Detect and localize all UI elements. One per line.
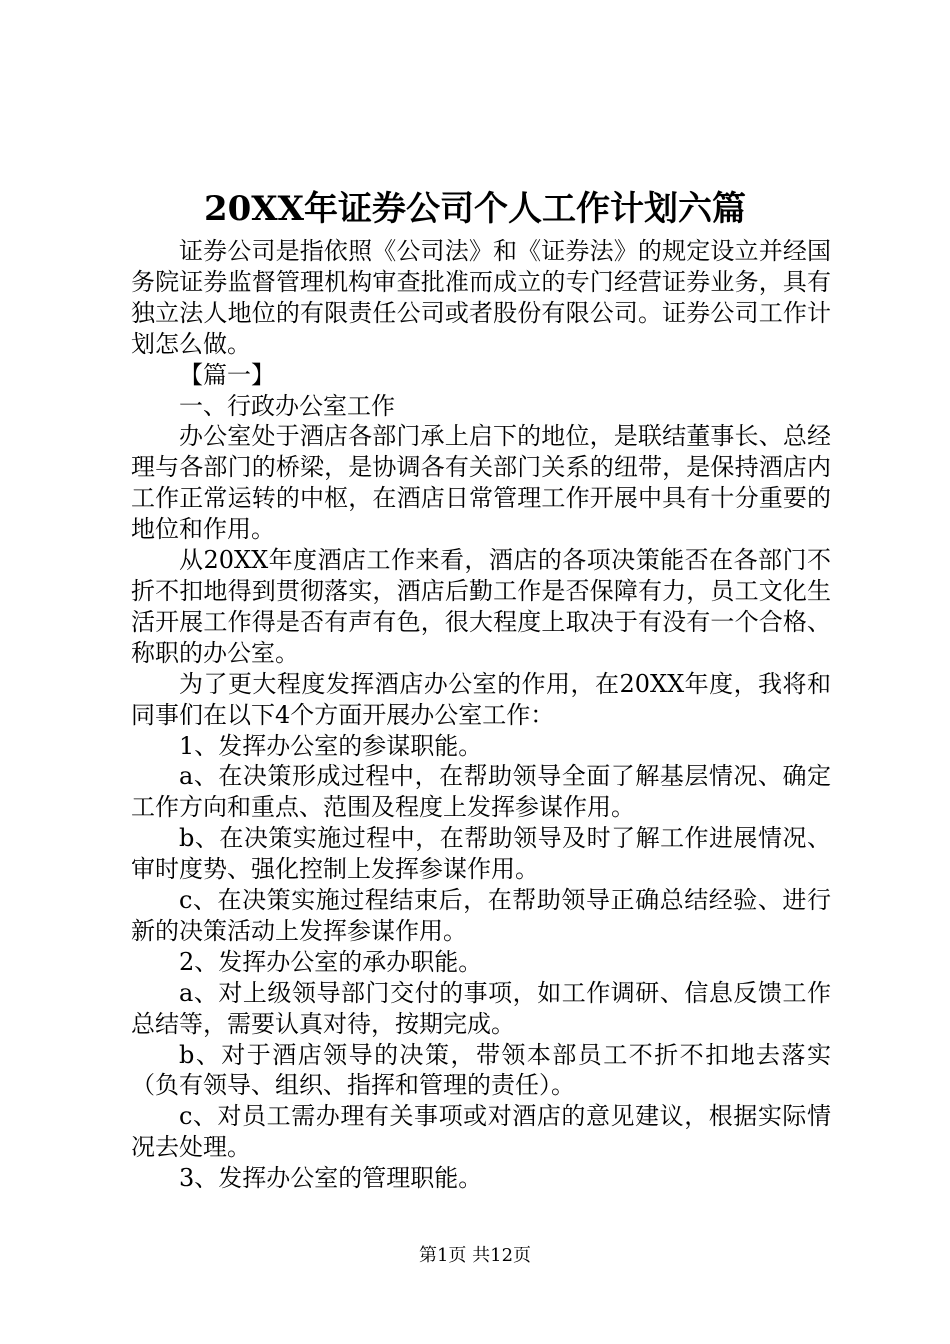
document-title: 20XX年证券公司个人工作计划六篇 xyxy=(203,189,747,229)
list-item-undertaking-a: a、对上级领导部门交付的事项，如工作调研、信息反馈工作总结等，需要认真对待，按期完成。 xyxy=(131,978,831,1038)
section-heading-part-one: 【篇一】 xyxy=(179,360,275,389)
list-item-advisory-c: c、在决策实施过程结束后，在帮助领导正确总结经验、进行新的决策活动上发挥参谋作用。 xyxy=(131,886,831,945)
list-item-undertaking-function: 2、发挥办公室的承办职能。 xyxy=(179,947,483,976)
paragraph-annual-review: 从20XX年度酒店工作来看，酒店的各项决策能否在各部门不折不扣地得到贯彻落实，酒店后勤工作是否保障有力，员工文化生活开展工作得是否有声有色，很大程度上取决于有没有一个合格、称职的办公室。 xyxy=(131,546,831,667)
list-item-undertaking-c: c、对员工需办理有关事项或对酒店的意见建议，根据实际情况去处理。 xyxy=(131,1102,831,1162)
list-item-advisory-a: a、在决策形成过程中，在帮助领导全面了解基层情况、确定工作方向和重点、范围及程度上发挥参谋作用。 xyxy=(131,762,831,822)
paragraph-office-role: 办公室处于酒店各部门承上启下的地位，是联结董事长、总经理与各部门的桥梁，是协调各有关部门关系的纽带，是保持酒店内工作正常运转的中枢，在酒店日常管理工作开展中具有十分重要的地位和作用。 xyxy=(131,422,831,544)
page-footer: 第1页 共12页 xyxy=(418,1245,532,1266)
list-item-undertaking-b: b、对于酒店领导的决策，带领本部员工不折不扣地去落实（负有领导、组织、指挥和管理的责任）。 xyxy=(131,1040,831,1100)
subheading-admin-office-work: 一、行政办公室工作 xyxy=(179,391,395,420)
list-item-advisory-function: 1、发挥办公室的参谋职能。 xyxy=(179,731,483,760)
list-item-advisory-b: b、在决策实施过程中，在帮助领导及时了解工作进展情况、审时度势、强化控制上发挥参谋作用。 xyxy=(131,824,831,884)
list-item-management-function: 3、发挥办公室的管理职能。 xyxy=(179,1164,483,1193)
paragraph-plan-intro: 为了更大程度发挥酒店办公室的作用，在20XX年度，我将和同事们在以下4个方面开展办公室工作： xyxy=(131,669,831,729)
document-body xyxy=(131,236,831,1194)
paragraph-intro: 证券公司是指依照《公司法》和《证券法》的规定设立并经国务院证券监督管理机构审查批准而成立的专门经营证券业务，具有独立法人地位的有限责任公司或者股份有限公司。证券公司工作计划怎么做。 xyxy=(131,237,831,358)
